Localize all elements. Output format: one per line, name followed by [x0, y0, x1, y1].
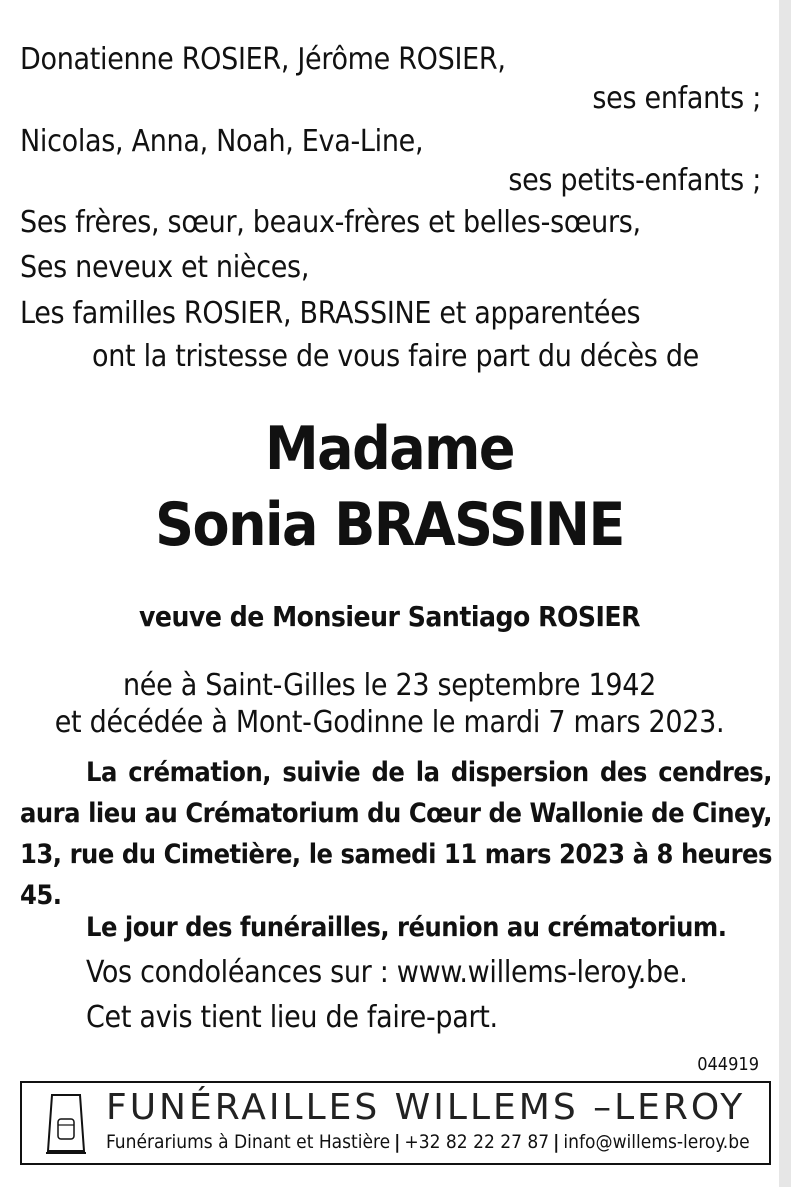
phone-number: +32 82 22 27 87	[404, 1131, 550, 1153]
urn-icon	[44, 1089, 88, 1161]
nephews-line: Ses neveux et nièces,	[20, 250, 310, 285]
families-line: Les familles ROSIER, BRASSINE et apparentées	[20, 296, 641, 331]
children-names: Donatienne ROSIER, Jérôme ROSIER,	[20, 42, 506, 77]
reference-number: 044919	[697, 1054, 759, 1075]
grandchildren-names: Nicolas, Anna, Noah, Eva-Line,	[20, 124, 424, 159]
condolences-line: Vos condoléances sur : www.willems-leroy.be.	[86, 955, 688, 990]
birth-line: née à Saint-Gilles le 23 septembre 1942	[123, 668, 656, 703]
siblings-line: Ses frères, sœur, beaux-frères et belles-sœurs,	[20, 205, 641, 240]
separator: |	[394, 1131, 401, 1153]
grandchildren-relation: ses petits-enfants ;	[508, 163, 761, 198]
death-line: et décédée à Mont-Godinne le mardi 7 mars 2023.	[54, 705, 725, 740]
deceased-name: Sonia BRASSINE	[155, 490, 624, 560]
notice-note-line: Cet avis tient lieu de faire-part.	[86, 1000, 498, 1035]
funeral-home-contact	[106, 1131, 750, 1153]
separator: |	[553, 1131, 560, 1153]
email-address: info@willems-leroy.be	[563, 1131, 750, 1153]
deceased-title: Madame	[264, 414, 515, 484]
announcement-line: ont la tristesse de vous faire part du décès de	[92, 339, 699, 374]
funeral-home-banner	[20, 1081, 771, 1165]
cremation-paragraph: La crémation, suivie de la dispersion des cendres, aura lieu au Crématorium du Cœur de Wallonie de Ciney, 13, rue du Cimetière, le samedi 11 mars 2023 à 8 heures 45.	[20, 757, 772, 911]
children-relation: ses enfants ;	[592, 81, 761, 116]
funeral-home-name: FUNÉRAILLES WILLEMS –LEROY	[106, 1087, 746, 1128]
funerariums-text: Funérariums à Dinant et Hastière	[106, 1131, 391, 1153]
reunion-line: Le jour des funérailles, réunion au crématorium.	[86, 912, 727, 943]
widow-of-line: veuve de Monsieur Santiago ROSIER	[138, 600, 641, 633]
